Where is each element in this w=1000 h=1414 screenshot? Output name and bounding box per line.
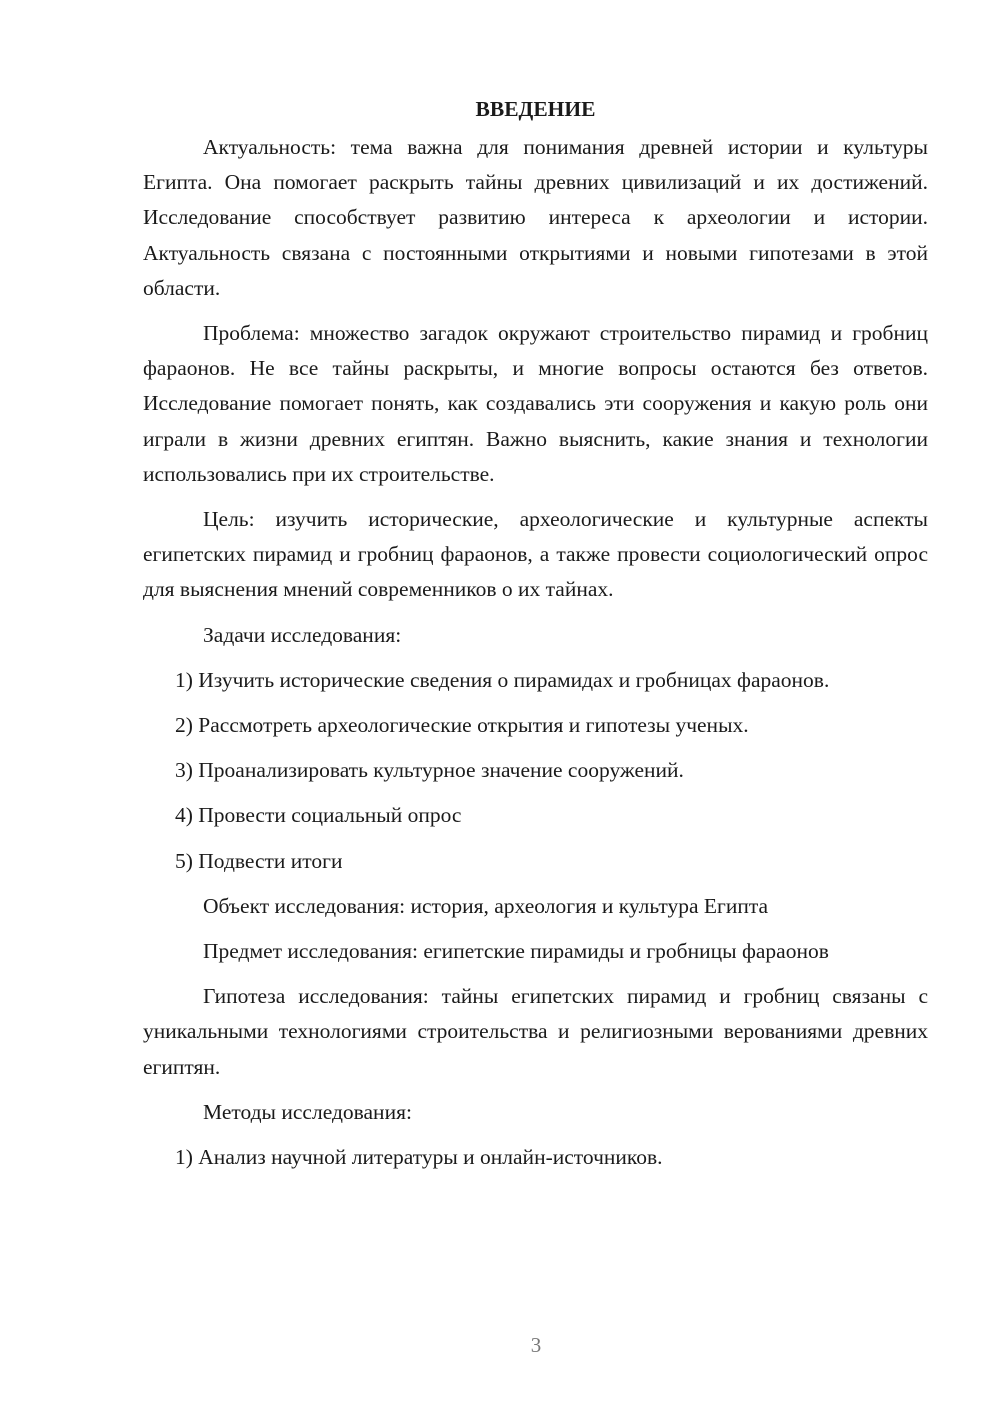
relevance-paragraph: Актуальность: тема важна для понимания древней истории и культуры Египта. Она помогает раскрыть тайны древних цивилизаций и их достижений. Исследование способствует развитию интереса к археологии и истории. Актуальность связана с постоянными открытиями и новыми гипотезами в этой области.: [143, 135, 928, 300]
page-number: 3: [530, 1333, 542, 1357]
hypothesis-paragraph: Гипотеза исследования: тайны египетских пирамид и гробниц связаны с уникальными технологиями строительства и религиозными верованиями древних египтян.: [143, 984, 928, 1079]
research-object: Объект исследования: история, археология и культура Египта: [203, 893, 769, 918]
goal-paragraph: Цель: изучить исторические, археологические и культурные аспекты египетских пирамид и гробниц фараонов, а также провести социологический опрос для выяснения мнений современников о их тайнах.: [143, 507, 928, 602]
task-item-1: 1) Изучить исторические сведения о пирамидах и гробницах фараонов.: [175, 667, 830, 692]
section-heading: ВВЕДЕНИЕ: [475, 97, 596, 121]
research-subject: Предмет исследования: египетские пирамиды и гробницы фараонов: [203, 939, 829, 964]
problem-paragraph: Проблема: множество загадок окружают строительство пирамид и гробниц фараонов. Не все тайны раскрыты, и многие вопросы остаются без ответов. Исследование помогает понять, как создавались эти сооружения и какую роль они играли в жизни древних египтян. Важно выяснить, какие знания и технологии использовались при их строительстве.: [143, 321, 928, 486]
task-item-5: 5) Подвести итоги: [175, 848, 343, 873]
task-item-2: 2) Рассмотреть археологические открытия и гипотезы ученых.: [175, 713, 749, 738]
methods-heading: Методы исследования:: [203, 1099, 412, 1124]
tasks-heading: Задачи исследования:: [203, 622, 402, 647]
task-item-3: 3) Проанализировать культурное значение сооружений.: [175, 758, 684, 783]
task-item-4: 4) Провести социальный опрос: [175, 803, 462, 828]
method-item-1: 1) Анализ научной литературы и онлайн-источников.: [175, 1145, 663, 1170]
document-page: [143, 92, 928, 1185]
